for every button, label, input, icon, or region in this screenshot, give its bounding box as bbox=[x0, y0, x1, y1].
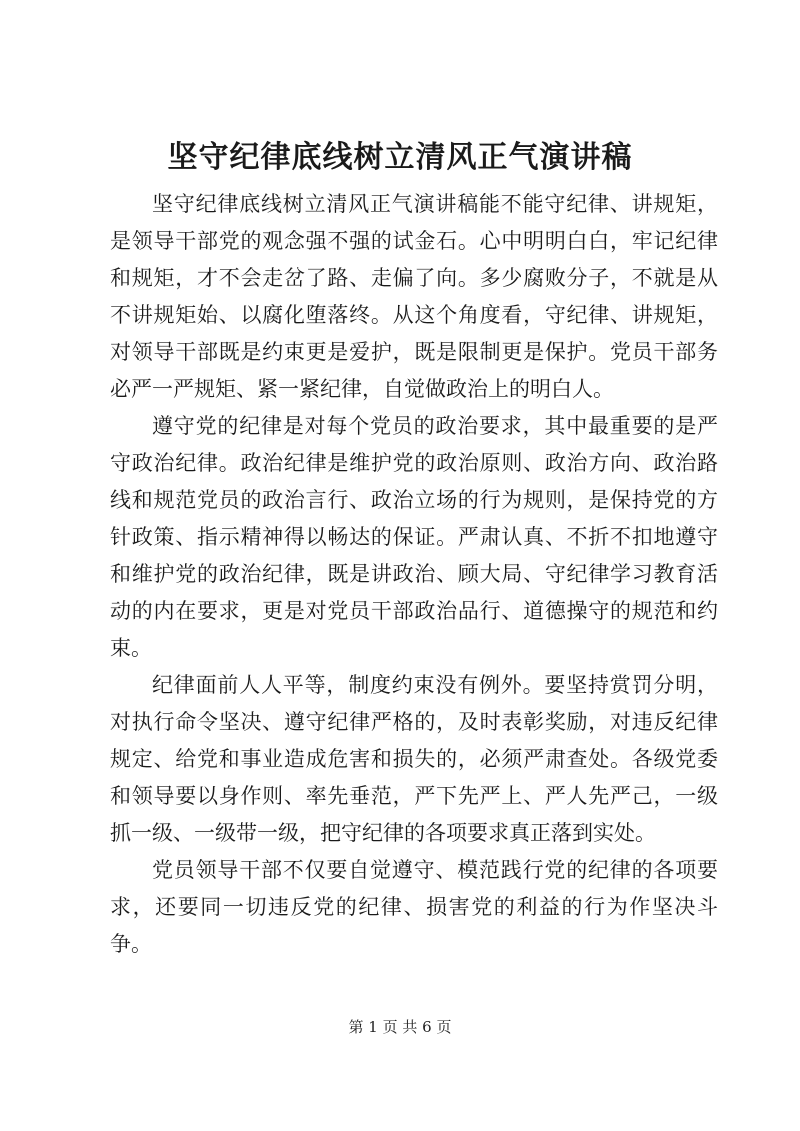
page-footer: 第 1 页 共 6 页 bbox=[348, 1018, 452, 1036]
paragraph-4: 党员领导干部不仅要自觉遵守、模范践行党的纪律的各项要求，还要同一切违反党的纪律、损害党的利益的行为作坚决斗争。 bbox=[110, 858, 718, 956]
paragraph-2: 遵守党的纪律是对每个党员的政治要求，其中最重要的是严守政治纪律。政治纪律是维护党的政治原则、政治方向、政治路线和规范党员的政治言行、政治立场的行为规则，是保持党的方针政策、指示精神得以畅达的保证。严肃认真、不折不扣地遵守和维护党的政治纪律，既是讲政治、顾大局、守纪律学习教育活动的内在要求，更是对党员干部政治品行、道德操守的规范和约束。 bbox=[110, 414, 718, 660]
document-body bbox=[110, 186, 718, 963]
paragraph-3: 纪律面前人人平等，制度约束没有例外。要坚持赏罚分明，对执行命令坚决、遵守纪律严格的，及时表彰奖励，对违反纪律规定、给党和事业造成危害和损失的，必须严肃查处。各级党委和领导要以身作则、率先垂范，严下先严上、严人先严己，一级抓一级、一级带一级，把守纪律的各项要求真正落到实处。 bbox=[110, 673, 718, 845]
document-title: 坚守纪律底线树立清风正气演讲稿 bbox=[167, 140, 633, 175]
paragraph-1: 坚守纪律底线树立清风正气演讲稿能不能守纪律、讲规矩，是领导干部党的观念强不强的试金石。心中明明白白，牢记纪律和规矩，才不会走岔了路、走偏了向。多少腐败分子，不就是从不讲规矩始、以腐化堕落终。从这个角度看，守纪律、讲规矩，对领导干部既是约束更是爱护，既是限制更是保护。党员干部务必严一严规矩、紧一紧纪律，自觉做政治上的明白人。 bbox=[110, 192, 718, 401]
